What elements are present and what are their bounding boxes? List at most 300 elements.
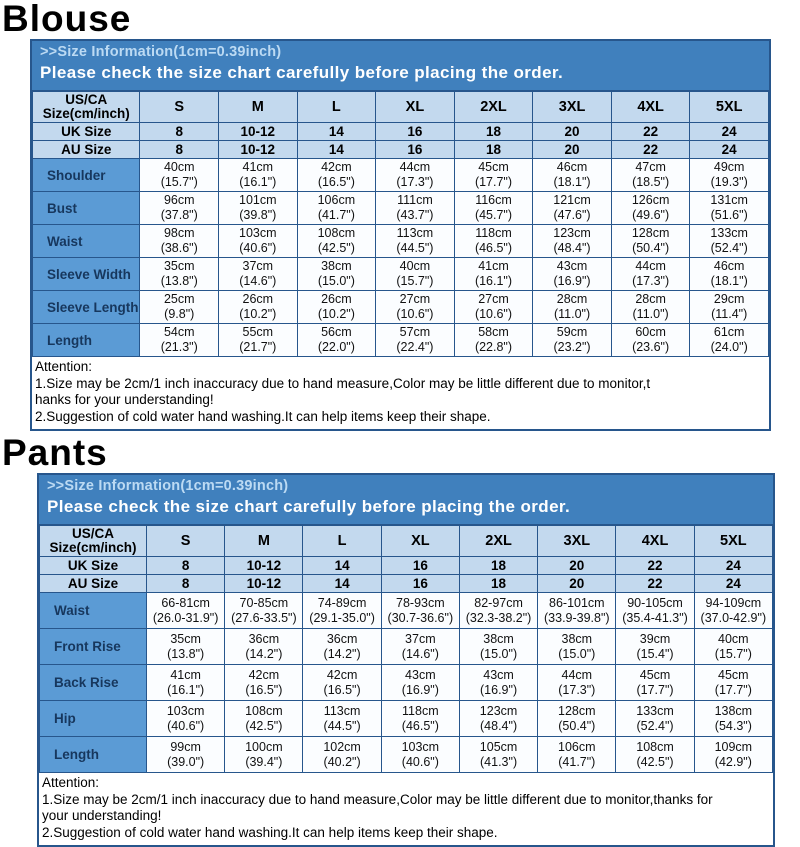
table-row [33, 123, 769, 141]
row-label: UK Size [40, 557, 147, 575]
inch-value: (42.5") [317, 241, 355, 255]
measurement-cell [297, 192, 376, 225]
measurement-cell [459, 737, 537, 773]
size-column-header: 2XL [459, 526, 537, 557]
inch-value: (22.0") [317, 340, 355, 354]
cm-value: 55cm [242, 325, 274, 339]
measurement-cell [611, 324, 690, 357]
cm-value: 27cm [399, 292, 431, 306]
inch-value: (15.7") [160, 175, 198, 189]
cm-value: 58cm [478, 325, 509, 339]
measurement-cell [297, 258, 376, 291]
cm-value: 133cm [636, 703, 674, 718]
size-column-header: L [303, 526, 381, 557]
cm-value: 103cm [166, 703, 205, 718]
measurement-cell [219, 291, 298, 324]
inch-value: (23.2") [553, 340, 591, 354]
attention-line: 1.Size may be 2cm/1 inch inaccuracy due to hand measure,Color may be little different due to monitor,t [35, 375, 651, 391]
inch-value: (16.1") [167, 682, 205, 697]
size-value-cell: 24 [690, 141, 769, 159]
inch-value: (17.7") [474, 175, 513, 189]
size-value-cell: 14 [303, 575, 381, 593]
size-value-cell: 8 [140, 141, 219, 159]
size-value-cell: 22 [616, 575, 694, 593]
inch-value: (16.9") [553, 274, 591, 288]
measurement-cell [616, 593, 694, 629]
cm-value: 38cm [483, 631, 514, 646]
measurement-cell [376, 192, 455, 225]
cm-value: 109cm [714, 739, 753, 754]
table-row [40, 737, 773, 773]
measurement-cell [140, 324, 219, 357]
measurement-cell [538, 665, 616, 701]
inch-value: (18.1") [553, 175, 591, 189]
cm-value: 54cm [163, 325, 195, 339]
size-value-cell: 8 [147, 575, 225, 593]
size-value-cell: 20 [533, 141, 612, 159]
inch-value: (35.4-41.3") [622, 610, 688, 625]
cm-value: 123cm [479, 703, 518, 718]
measurement-cell [459, 593, 537, 629]
measurement-cell [454, 291, 533, 324]
measurement-cell [381, 701, 459, 737]
size-value-cell: 18 [459, 575, 537, 593]
measurement-cell [381, 665, 459, 701]
size-value-cell: 8 [147, 557, 225, 575]
cm-value: 42cm [321, 160, 352, 174]
attention-line: your understanding! [42, 808, 162, 823]
cm-value: 59cm [556, 325, 588, 339]
measurement-label: Back Rise [40, 665, 147, 701]
measurement-cell [533, 258, 612, 291]
table-row [33, 141, 769, 159]
measurement-label: Hip [40, 701, 147, 737]
measurement-cell [303, 701, 381, 737]
size-column-header: 5XL [690, 92, 769, 123]
cm-value: 86-101cm [549, 595, 605, 610]
cm-value: 60cm [635, 325, 666, 339]
inch-value: (19.3") [710, 175, 748, 189]
inch-value: (10.2") [317, 307, 355, 321]
inch-value: (14.6") [401, 646, 439, 661]
inch-value: (51.6") [710, 208, 748, 222]
cm-value: 44cm [561, 667, 593, 682]
cm-value: 40cm [163, 160, 195, 174]
cm-value: 103cm [401, 739, 440, 754]
measurement-cell [376, 159, 455, 192]
table-row [40, 557, 773, 575]
order-notice-text: Please check the size chart carefully before placing the order. [47, 497, 571, 516]
inch-value: (11.0") [632, 307, 669, 321]
cm-value: 101cm [239, 193, 277, 207]
size-column-header: 4XL [616, 526, 694, 557]
measurement-cell [533, 192, 612, 225]
cm-value: 36cm [248, 631, 280, 646]
cm-value: 108cm [317, 226, 356, 240]
attention-line: Attention: [35, 359, 93, 374]
cm-value: 38cm [321, 259, 352, 273]
cm-value: 47cm [635, 160, 666, 174]
cm-value: 105cm [479, 739, 518, 754]
pants-attention-note [39, 773, 773, 845]
inch-value: (16.9") [480, 682, 518, 697]
size-value-cell: 10-12 [225, 557, 303, 575]
size-value-cell: 20 [538, 575, 616, 593]
row-label: UK Size [33, 123, 140, 141]
table-header-row [33, 92, 769, 123]
cm-value: 44cm [635, 259, 666, 273]
inch-value: (37.0-42.9") [700, 610, 767, 625]
measurement-cell [616, 629, 694, 665]
size-column-header: 3XL [538, 526, 616, 557]
measurement-cell [140, 291, 219, 324]
measurement-cell [690, 324, 769, 357]
cm-value: 78-93cm [396, 595, 445, 610]
measurement-cell [611, 159, 690, 192]
inch-value: (17.7") [636, 682, 674, 697]
cm-value: 94-109cm [705, 595, 762, 610]
table-row [40, 575, 773, 593]
measurement-cell [538, 701, 616, 737]
size-value-cell: 24 [694, 557, 772, 575]
inch-value: (24.0") [710, 340, 748, 354]
inch-value: (16.1") [474, 274, 513, 288]
measurement-cell [376, 225, 455, 258]
cm-value: 102cm [323, 739, 361, 754]
size-value-cell: 14 [297, 123, 376, 141]
inch-value: (11.4") [711, 307, 748, 321]
measurement-cell [297, 225, 376, 258]
size-column-header: M [225, 526, 303, 557]
measurement-cell [381, 737, 459, 773]
size-value-cell: 20 [538, 557, 616, 575]
inch-value: (16.5") [323, 682, 361, 697]
measurement-cell [147, 701, 225, 737]
measurement-cell [694, 629, 772, 665]
cm-value: 45cm [639, 667, 671, 682]
inch-value: (14.2") [323, 646, 361, 661]
inch-value: (15.4") [636, 646, 674, 661]
cm-value: 46cm [713, 259, 745, 273]
measurement-cell [297, 291, 376, 324]
inch-value: (15.0") [317, 274, 355, 288]
cm-value: 113cm [323, 703, 361, 718]
inch-value: (41.7") [317, 208, 355, 222]
inch-value: (10.6") [396, 307, 434, 321]
cm-value: 45cm [718, 667, 749, 682]
inch-value: (22.8") [474, 340, 513, 354]
cm-value: 26cm [321, 292, 352, 306]
size-value-cell: 10-12 [219, 141, 298, 159]
size-column-header: XL [376, 92, 455, 123]
measurement-cell [690, 258, 769, 291]
measurement-cell [459, 701, 537, 737]
inch-value: (21.7") [239, 340, 277, 354]
cm-value: 40cm [718, 631, 749, 646]
table-row [33, 258, 769, 291]
measurement-cell [225, 701, 303, 737]
cm-value: 108cm [636, 739, 674, 754]
measurement-label: Length [33, 324, 140, 357]
measurement-cell [616, 701, 694, 737]
blouse-size-table [32, 91, 769, 357]
measurement-cell [376, 258, 455, 291]
measurement-cell [147, 737, 225, 773]
cm-value: 49cm [713, 160, 745, 174]
inch-value: (10.2") [239, 307, 277, 321]
inch-value: (43.7") [396, 208, 434, 222]
cm-value: 28cm [556, 292, 588, 306]
cm-value: 96cm [163, 193, 195, 207]
size-information-heading: >>Size Information(1cm=0.39inch) [47, 478, 289, 494]
measurement-cell [219, 225, 298, 258]
measurement-cell [454, 192, 533, 225]
size-column-header: 5XL [694, 526, 772, 557]
corner-header-cell [33, 92, 140, 123]
table-row [33, 159, 769, 192]
measurement-cell [219, 159, 298, 192]
size-column-header: 3XL [533, 92, 612, 123]
inch-value: (16.1") [239, 175, 277, 189]
cm-value: 121cm [553, 193, 591, 207]
cm-value: 41cm [242, 160, 274, 174]
cm-value: 66-81cm [161, 595, 210, 610]
pants-size-chart [37, 473, 775, 847]
inch-value: (15.7") [396, 274, 434, 288]
size-value-cell: 20 [533, 123, 612, 141]
inch-value: (15.7") [714, 646, 752, 661]
cm-value: 45cm [478, 160, 509, 174]
cm-value: 128cm [631, 226, 670, 240]
measurement-cell [376, 291, 455, 324]
cm-value: 39cm [639, 631, 671, 646]
row-label: AU Size [33, 141, 140, 159]
inch-value: (39.8") [239, 208, 277, 222]
inch-value: (42.5") [245, 718, 283, 733]
cm-value: 26cm [242, 292, 274, 306]
measurement-cell [147, 665, 225, 701]
measurement-cell [459, 629, 537, 665]
size-value-cell: 10-12 [225, 575, 303, 593]
size-value-cell: 10-12 [219, 123, 298, 141]
cm-value: 123cm [553, 226, 591, 240]
measurement-cell [140, 159, 219, 192]
measurement-cell [459, 665, 537, 701]
size-information-heading: >>Size Information(1cm=0.39inch) [40, 44, 282, 60]
inch-value: (47.6") [553, 208, 591, 222]
measurement-cell [225, 665, 303, 701]
inch-value: (52.4") [636, 718, 674, 733]
cm-value: 70-85cm [239, 595, 289, 610]
size-value-cell: 22 [611, 123, 690, 141]
table-row [33, 225, 769, 258]
measurement-cell [381, 593, 459, 629]
inch-value: (39.0") [167, 754, 205, 769]
row-label: AU Size [40, 575, 147, 593]
blouse-header-bar [32, 41, 769, 91]
cm-value: 118cm [402, 703, 439, 718]
blouse-attention-note [32, 357, 769, 429]
inch-value: (54.3") [714, 718, 752, 733]
measurement-cell [533, 159, 612, 192]
inch-value: (41.7") [558, 754, 596, 769]
cm-value: 46cm [556, 160, 588, 174]
size-value-cell: 18 [454, 123, 533, 141]
inch-value: (42.9") [714, 754, 752, 769]
cm-value: 27cm [478, 292, 509, 306]
pants-section [0, 434, 800, 847]
measurement-cell [140, 258, 219, 291]
cm-value: 44cm [399, 160, 431, 174]
inch-value: (10.6") [474, 307, 513, 321]
measurement-cell [303, 737, 381, 773]
cm-value: 98cm [163, 226, 195, 240]
inch-value: (40.6") [167, 718, 205, 733]
cm-value: 131cm [710, 193, 748, 207]
inch-value: (17.3") [396, 175, 434, 189]
table-row [40, 701, 773, 737]
pants-header-bar [39, 475, 773, 525]
size-value-cell: 16 [376, 141, 455, 159]
inch-value: (46.5") [474, 241, 513, 255]
size-value-cell: 22 [616, 557, 694, 575]
corner-header-line: US/CA [72, 526, 115, 541]
cm-value: 126cm [631, 193, 670, 207]
inch-value: (41.3") [480, 754, 518, 769]
cm-value: 99cm [170, 739, 201, 754]
measurement-cell [611, 291, 690, 324]
attention-line: 2.Suggestion of cold water hand washing.It can help items keep their shape. [35, 408, 491, 424]
cm-value: 40cm [399, 259, 431, 273]
cm-value: 138cm [714, 703, 753, 718]
cm-value: 41cm [478, 259, 509, 273]
inch-value: (37.8") [160, 208, 198, 222]
pants-size-table [39, 525, 773, 773]
inch-value: (22.4") [396, 340, 434, 354]
measurement-cell [219, 192, 298, 225]
measurement-cell [376, 324, 455, 357]
measurement-cell [147, 629, 225, 665]
measurement-cell [690, 291, 769, 324]
size-value-cell: 24 [694, 575, 772, 593]
cm-value: 61cm [713, 325, 745, 339]
inch-value: (14.2") [245, 646, 283, 661]
size-column-header: S [147, 526, 225, 557]
inch-value: (11.0") [553, 307, 591, 321]
measurement-label: Bust [33, 192, 140, 225]
measurement-label: Sleeve Length [33, 291, 140, 324]
corner-header-line: US/CA [65, 92, 108, 107]
attention-line: Attention: [42, 775, 100, 790]
measurement-cell [225, 737, 303, 773]
cm-value: 100cm [245, 739, 283, 754]
cm-value: 41cm [170, 667, 201, 682]
size-value-cell: 22 [611, 141, 690, 159]
measurement-cell [690, 225, 769, 258]
cm-value: 133cm [710, 226, 748, 240]
cm-value: 56cm [321, 325, 352, 339]
inch-value: (13.8") [167, 646, 205, 661]
inch-value: (50.4") [632, 241, 670, 255]
cm-value: 37cm [405, 631, 436, 646]
cm-value: 118cm [475, 226, 512, 240]
table-row [40, 665, 773, 701]
inch-value: (49.6") [632, 208, 670, 222]
size-column-header: 2XL [454, 92, 533, 123]
cm-value: 106cm [317, 193, 356, 207]
measurement-cell [454, 324, 533, 357]
inch-value: (18.5") [632, 175, 670, 189]
attention-line: 2.Suggestion of cold water hand washing.It can help items keep their shape. [42, 824, 498, 840]
measurement-cell [303, 665, 381, 701]
size-value-cell: 8 [140, 123, 219, 141]
inch-value: (15.0") [558, 646, 596, 661]
measurement-cell [297, 159, 376, 192]
size-column-header: M [219, 92, 298, 123]
inch-value: (16.9") [401, 682, 439, 697]
measurement-label: Sleeve Width [33, 258, 140, 291]
inch-value: (21.3") [160, 340, 198, 354]
measurement-cell [694, 665, 772, 701]
cm-value: 43cm [405, 667, 436, 682]
size-value-cell: 14 [297, 141, 376, 159]
size-value-cell: 16 [381, 557, 459, 575]
measurement-label: Length [40, 737, 147, 773]
attention-line: hanks for your understanding! [35, 392, 214, 407]
measurement-cell [694, 701, 772, 737]
measurement-cell [225, 629, 303, 665]
blouse-title: Blouse [2, 0, 132, 39]
inch-value: (39.4") [245, 754, 283, 769]
cm-value: 42cm [326, 667, 358, 682]
size-value-cell: 18 [459, 557, 537, 575]
measurement-cell [454, 258, 533, 291]
size-column-header: L [297, 92, 376, 123]
size-value-cell: 16 [381, 575, 459, 593]
inch-value: (44.5") [396, 241, 434, 255]
pants-title: Pants [2, 432, 108, 473]
cm-value: 103cm [239, 226, 277, 240]
inch-value: (40.2") [323, 754, 361, 769]
inch-value: (48.4") [553, 241, 591, 255]
inch-value: (17.7") [714, 682, 752, 697]
measurement-cell [533, 291, 612, 324]
measurement-cell [611, 192, 690, 225]
measurement-cell [538, 737, 616, 773]
table-row [40, 629, 773, 665]
inch-value: (16.5") [317, 175, 355, 189]
measurement-cell [140, 225, 219, 258]
corner-header-line: Size(cm/inch) [49, 540, 137, 555]
inch-value: (38.6") [160, 241, 198, 255]
inch-value: (50.4") [558, 718, 596, 733]
inch-value: (45.7") [474, 208, 513, 222]
cm-value: 90-105cm [627, 595, 683, 610]
cm-value: 74-89cm [317, 595, 367, 610]
measurement-label: Shoulder [33, 159, 140, 192]
inch-value: (44.5") [323, 718, 361, 733]
inch-value: (48.4") [480, 718, 518, 733]
measurement-cell [297, 324, 376, 357]
measurement-cell [533, 225, 612, 258]
measurement-label: Front Rise [40, 629, 147, 665]
inch-value: (18.1") [710, 274, 748, 288]
size-value-cell: 24 [690, 123, 769, 141]
cm-value: 116cm [475, 193, 512, 207]
cm-value: 37cm [242, 259, 274, 273]
size-value-cell: 18 [454, 141, 533, 159]
measurement-cell [611, 225, 690, 258]
